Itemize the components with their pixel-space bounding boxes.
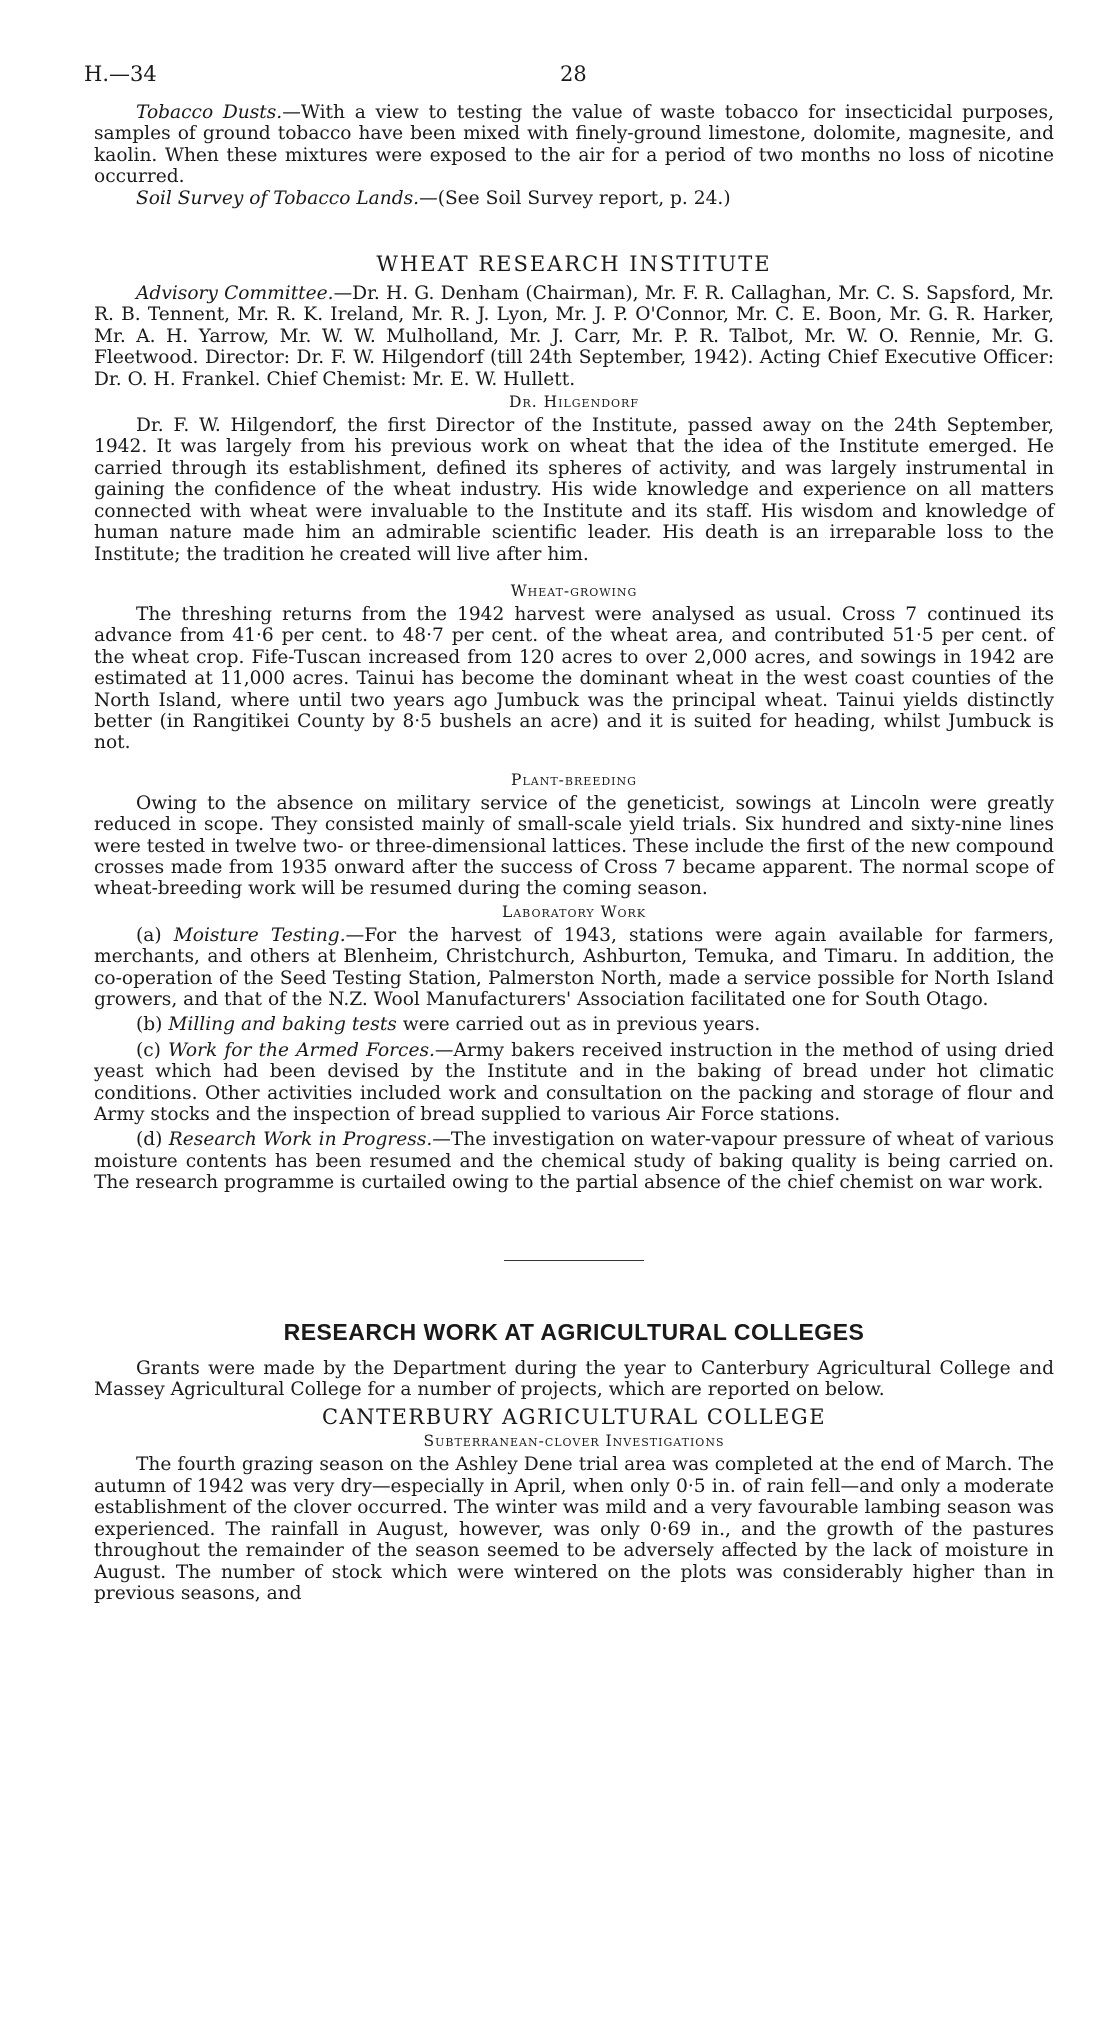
advisory-committee-text: —Dr. H. G. Denham (Chairman), Mr. F. R. Callaghan, Mr. C. S. Sapsford, Mr. R. B. Tennent, Mr. R. K. Ireland, Mr. R. J. Lyon, Mr. J. P. O'Connor, Mr. C. E. Boon, Mr. G. R. Harker, Mr. A. H. Yarrow, Mr. W. W. Mulholland, Mr. J. Carr, Mr. P. R. Talbot, Mr. W. O. Rennie, Mr. G. Fleetwood. Director: Dr. F. W. Hilgendorf (till 24th September, 1942). Acting Chief Executive Officer: Dr. O. H. Frankel. Chief Chemist: Mr. E. W. Hullett. xyxy=(94,283,1054,390)
advisory-committee-paragraph xyxy=(94,283,1054,390)
lab-item-title: Moisture Testing. xyxy=(173,924,346,946)
soil-survey-text: —(See Soil Survey report, p. 24.) xyxy=(419,187,731,209)
tobacco-dusts-title: Tobacco Dusts. xyxy=(136,102,283,123)
lab-item-label: (d) xyxy=(136,1129,163,1151)
lab-item-text: —Army bakers received instruction in the method of using dried yeast which had been devised by the Institute and in the baking of bread under hot climatic conditions. Other activities included work and consultation on the packing and storage of flour and Army stocks and the inspection of bread supplied to various Air Force stations. xyxy=(94,1039,1054,1126)
lab-item-text: —The investigation on water-vapour pressure of wheat of various moisture contents has been resumed and the chemical study of baking quality is being carried on. The research programme is curtailed owing to the partial absence of the chief chemist on war work. xyxy=(94,1129,1054,1194)
lab-item-label: (b) xyxy=(136,1014,163,1036)
document-page xyxy=(84,62,1055,1604)
hilgendorf-paragraph: Dr. F. W. Hilgendorf, the first Director of the Institute, passed away on the 24th September, 1942. It was largely from his previous work on wheat that the idea of the Institute emerged. He carried through its establishment, defined its spheres of activity, and was largely instrumental in gaining the confidence of the wheat industry. His wide knowledge and experience on all matters connected with wheat were invaluable to the Institute and its staff. His wisdom and knowledge of human nature made him an admirable scientific leader. His death is an irreparable loss to the Institute; the tradition he created will live after him. xyxy=(94,415,1054,565)
hilgendorf-heading: Dr. Hilgendorf xyxy=(509,393,639,412)
lab-item-text: —For the harvest of 1943, stations were again available for farmers, merchants, and others at Blenheim, Christchurch, Ashburton, Temuka, and Timaru. In addition, the co-operation of the Seed Testing Station, Palmerston North, made a service possible for North Island growers, and that of the N.Z. Wool Manufacturers' Association facilitated one for South Otago. xyxy=(94,924,1054,1010)
section-divider xyxy=(504,1260,644,1261)
canterbury-college-heading: CANTERBURY AGRICULTURAL COLLEGE xyxy=(321,1405,827,1430)
lab-item-text: were carried out as in previous years. xyxy=(396,1014,761,1036)
laboratory-work-heading: Laboratory Work xyxy=(501,902,647,921)
tobacco-dusts-paragraph xyxy=(94,102,1054,188)
clover-paragraph: The fourth grazing season on the Ashley Dene trial area was completed at the end of March. The autumn of 1942 was very dry—especially in April, when only 0·5 in. of rain fell—and only a moderate establishment of the clover occurred. The winter was mild and a very favourable lambing season was experienced. The rainfall in August, however, was only 0·69 in., and the growth of the pastures throughout the remainder of the season seemed to be adversely affected by the lack of moisture in August. The number of stock which were wintered on the plots was considerably higher than in previous seasons, and xyxy=(94,1454,1054,1604)
soil-survey-paragraph xyxy=(94,188,1054,209)
page-header xyxy=(84,62,1054,102)
lab-item-title: Milling and baking tests xyxy=(168,1014,397,1036)
colleges-heading: RESEARCH WORK AT AGRICULTURAL COLLEGES xyxy=(283,1318,865,1345)
soil-survey-title: Soil Survey of Tobacco Lands. xyxy=(136,187,420,209)
wheat-institute-heading: WHEAT RESEARCH INSTITUTE xyxy=(376,252,772,277)
document-reference: H.—34 xyxy=(84,62,157,86)
tobacco-dusts-text: —With a view to testing the value of waste tobacco for insecticidal purposes, samples of ground tobacco have been mixed with finely-ground limestone, dolomite, magnesite, and kaolin. When these mixtures were exposed to the air for a period of two months no loss of nicotine occurred. xyxy=(94,102,1055,188)
colleges-intro-paragraph: Grants were made by the Department during the year to Canterbury Agricultural College and Massey Agricultural College for a number of projects, which are reported on below. xyxy=(94,1357,1054,1401)
lab-item-title: Research Work in Progress. xyxy=(168,1129,433,1151)
advisory-committee-title: Advisory Committee. xyxy=(136,283,334,305)
plant-breeding-heading: Plant-breeding xyxy=(511,770,637,789)
lab-item-research xyxy=(94,1129,1054,1193)
clover-investigations-heading: Subterranean-clover Investigations xyxy=(423,1432,725,1451)
lab-item-moisture xyxy=(94,925,1054,1011)
lab-item-label: (a) xyxy=(136,924,162,946)
wheat-growing-heading: Wheat-growing xyxy=(510,581,638,600)
lab-item-label: (c) xyxy=(136,1039,161,1061)
lab-item-title: Work for the Armed Forces. xyxy=(168,1039,435,1061)
plant-breeding-paragraph: Owing to the absence on military service of the geneticist, sowings at Lincoln were greatly reduced in scope. They consisted mainly of small-scale yield trials. Six hundred and sixty-nine lines were tested in twelve two- or three-dimensional lattices. These include the first of the new compound crosses made from 1935 onward after the success of Cross 7 became apparent. The normal scope of wheat-breeding work will be resumed during the coming season. xyxy=(94,792,1054,900)
wheat-growing-paragraph: The threshing returns from the 1942 harvest were analysed as usual. Cross 7 continued its advance from 41·6 per cent. to 48·7 per cent. of the wheat area, and contributed 51·5 per cent. of the wheat crop. Fife-Tuscan increased from 120 acres to over 2,000 acres, and sowings in 1942 are estimated at 11,000 acres. Tainui has become the dominant wheat in the west coast counties of the North Island, where until two years ago Jumbuck was the principal wheat. Tainui yields distinctly better (in Rangitikei County by 8·5 bushels an acre) and it is suited for heading, whilst Jumbuck is not. xyxy=(94,603,1054,754)
page-number: 28 xyxy=(560,62,587,86)
lab-item-milling xyxy=(94,1014,1054,1035)
lab-item-armed-forces xyxy=(94,1040,1054,1126)
